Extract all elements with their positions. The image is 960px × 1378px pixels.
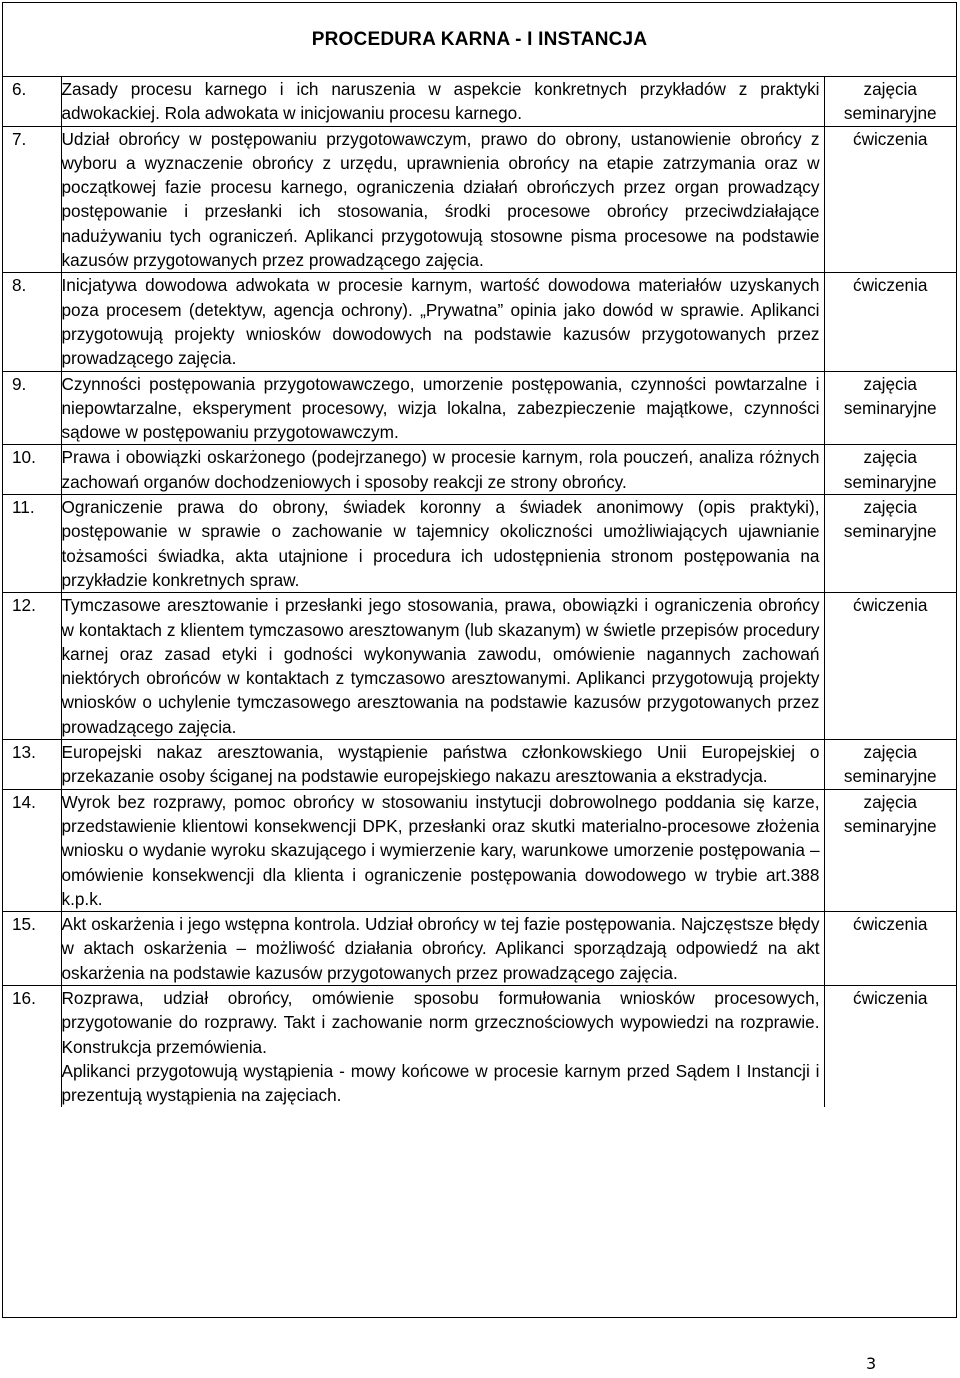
row-class-type [824, 273, 956, 371]
row-description: Czynności postępowania przygotowawczego, umorzenie postępowania, czynności powtarzalne i niepowtarzalne, eksperyment procesowy, wizja lokalna, zabezpieczenie majątkowe, czynności sądowe w postępowaniu przygotowawczym. [61, 371, 824, 445]
row-description: Akt oskarżenia i jego wstępna kontrola. Udział obrońcy w tej fazie postępowania. Najczęstsze błędy w aktach oskarżenia – możliwość działania obrońcy. Aplikanci sporządzają odpowiedź na akt oskarżenia na podstawie kazusów przygotowanych przez prowadzącego zajęcia. [61, 912, 824, 986]
row-class-type [824, 371, 956, 445]
class-type-line: zajęcia [863, 373, 917, 394]
table-row [3, 593, 956, 740]
row-class-type [824, 77, 956, 126]
row-number: 16. [3, 985, 61, 1107]
row-number: 13. [3, 740, 61, 790]
row-class-type [824, 789, 956, 911]
row-number: 8. [3, 273, 61, 371]
row-description: Zasady procesu karnego i ich naruszenia w aspekcie konkretnych przykładów z praktyki adwokackiej. Rola adwokata w inicjowaniu procesu karnego. [61, 77, 824, 126]
row-description: Udział obrońcy w postępowaniu przygotowawczym, prawo do obrony, ustanowienie obrońcy z wyboru a wyznaczenie obrońcy z urzędu, uprawnienia obrońcy na etapie zatrzymania oraz w początkowej fazie procesu karnego, ograniczenia działań obrończych przez organ prowadzący postępowanie i przesłanki ich stosowania, środki procesowe obrońcy przeciwdziałające nadużywaniu tych ograniczeń. Aplikanci przygotowują stosowne pisma procesowe na podstawie kazusów przygotowanych przez prowadzącego zajęcia. [61, 126, 824, 273]
class-type-line: seminaryjne [843, 815, 937, 836]
row-number: 11. [3, 495, 61, 593]
class-type-line: seminaryjne [843, 471, 937, 492]
row-description [61, 985, 824, 1107]
class-type-line: ćwiczenia [852, 914, 928, 935]
class-type-line: zajęcia [863, 447, 917, 468]
row-class-type [824, 985, 956, 1107]
class-type-line: seminaryjne [843, 521, 937, 542]
row-number: 12. [3, 593, 61, 740]
row-description: Europejski nakaz aresztowania, wystąpienie państwa członkowskiego Unii Europejskiej o przekazanie osoby ściganej na podstawie europejskiego nakazu aresztowania a ekstradycja. [61, 740, 824, 790]
table-row [3, 371, 956, 445]
row-number: 6. [3, 77, 61, 126]
table-row [3, 495, 956, 593]
row-description: Tymczasowe aresztowanie i przesłanki jego stosowania, prawa, obowiązki i ograniczenia obrońcy w kontaktach z klientem tymczasowo aresztowanym (lub skazanym) w świetle przepisów procedury karnej oraz zasad etyki i godności wykonywania zawodu, omówienie nagannych zachowań niektórych obrońców w kontaktach z tymczasowo aresztowanymi. Aplikanci przygotowują projekty wniosków o uchylenie tymczasowego aresztowania na podstawie kazusów przygotowanych przez prowadzącego zajęcia. [61, 593, 824, 740]
class-type-line: ćwiczenia [852, 987, 928, 1008]
table-row [3, 740, 956, 790]
row-number: 15. [3, 912, 61, 986]
document-title: PROCEDURA KARNA - I INSTANCJA [311, 29, 648, 50]
row-class-type [824, 495, 956, 593]
table-row [3, 789, 956, 911]
table-row [3, 445, 956, 495]
row-class-type [824, 445, 956, 495]
row-description: Wyrok bez rozprawy, pomoc obrońcy w stosowaniu instytucji dobrowolnego poddania się karze, przedstawienie klientowi konsekwencji DPK, przesłanki oraz skutki materialno-procesowe złożenia wniosku o wydanie wyroku skazującego i wymierzenie kary, warunkowe umorzenie postępowania – omówienie konsekwencji dla klienta i ograniczenie postępowania dowodowego w trybie art.388 k.p.k. [61, 789, 824, 911]
class-type-line: seminaryjne [843, 103, 937, 124]
table-row [3, 985, 956, 1107]
class-type-line: ćwiczenia [852, 595, 928, 616]
topics-table [3, 77, 956, 1107]
row-class-type [824, 126, 956, 273]
row-description: Prawa i obowiązki oskarżonego (podejrzanego) w procesie karnym, rola pouczeń, analiza różnych zachowań organów dochodzeniowych i sposoby reakcji ze strony obrońcy. [61, 445, 824, 495]
row-description-paragraph: Rozprawa, udział obrońcy, omówienie sposobu formułowania wniosków procesowych, przygotowanie do rozprawy. Takt i zachowanie norm grzecznościowych wypowiedzi na rozprawie. Konstrukcja przemówienia. [61, 987, 820, 1057]
row-number: 14. [3, 789, 61, 911]
row-class-type [824, 912, 956, 986]
row-number: 9. [3, 371, 61, 445]
class-type-line: seminaryjne [843, 766, 937, 787]
row-description-paragraph: Aplikanci przygotowują wystąpienia - mowy końcowe w procesie karnym przed Sądem I Instancji i prezentują wystąpienia na zajęciach. [61, 1060, 820, 1106]
class-type-line: zajęcia [863, 742, 917, 763]
class-type-line: zajęcia [863, 497, 917, 518]
row-number: 7. [3, 126, 61, 273]
row-class-type [824, 593, 956, 740]
class-type-line: ćwiczenia [852, 128, 928, 149]
row-class-type [824, 740, 956, 790]
table-row [3, 912, 956, 986]
class-type-line: ćwiczenia [852, 275, 928, 296]
row-number: 10. [3, 445, 61, 495]
row-description: Ograniczenie prawa do obrony, świadek koronny a świadek anonimowy (opis praktyki), postępowanie w sprawie o zachowanie w tajemnicy okoliczności umożliwiających ujawnianie tożsamości świadka, akta utajnione i procedura ich udostępnienia stronom postępowania na przykładzie konkretnych spraw. [61, 495, 824, 593]
title-row [3, 3, 956, 77]
class-type-line: zajęcia [863, 791, 917, 812]
table-row [3, 126, 956, 273]
curriculum-table-frame [2, 2, 957, 1318]
class-type-line: zajęcia [863, 79, 917, 99]
class-type-line: seminaryjne [843, 397, 937, 418]
table-row [3, 77, 956, 126]
page-number: 3 [866, 1354, 877, 1373]
table-row [3, 273, 956, 371]
row-description: Inicjatywa dowodowa adwokata w procesie karnym, wartość dowodowa materiałów uzyskanych poza procesem (detektyw, agencja ochrony). „Prywatna” opinia jako dowód w sprawie. Aplikanci przygotowują projekty wniosków dowodowych na podstawie kazusów przygotowanych przez prowadzącego zajęcia. [61, 273, 824, 371]
